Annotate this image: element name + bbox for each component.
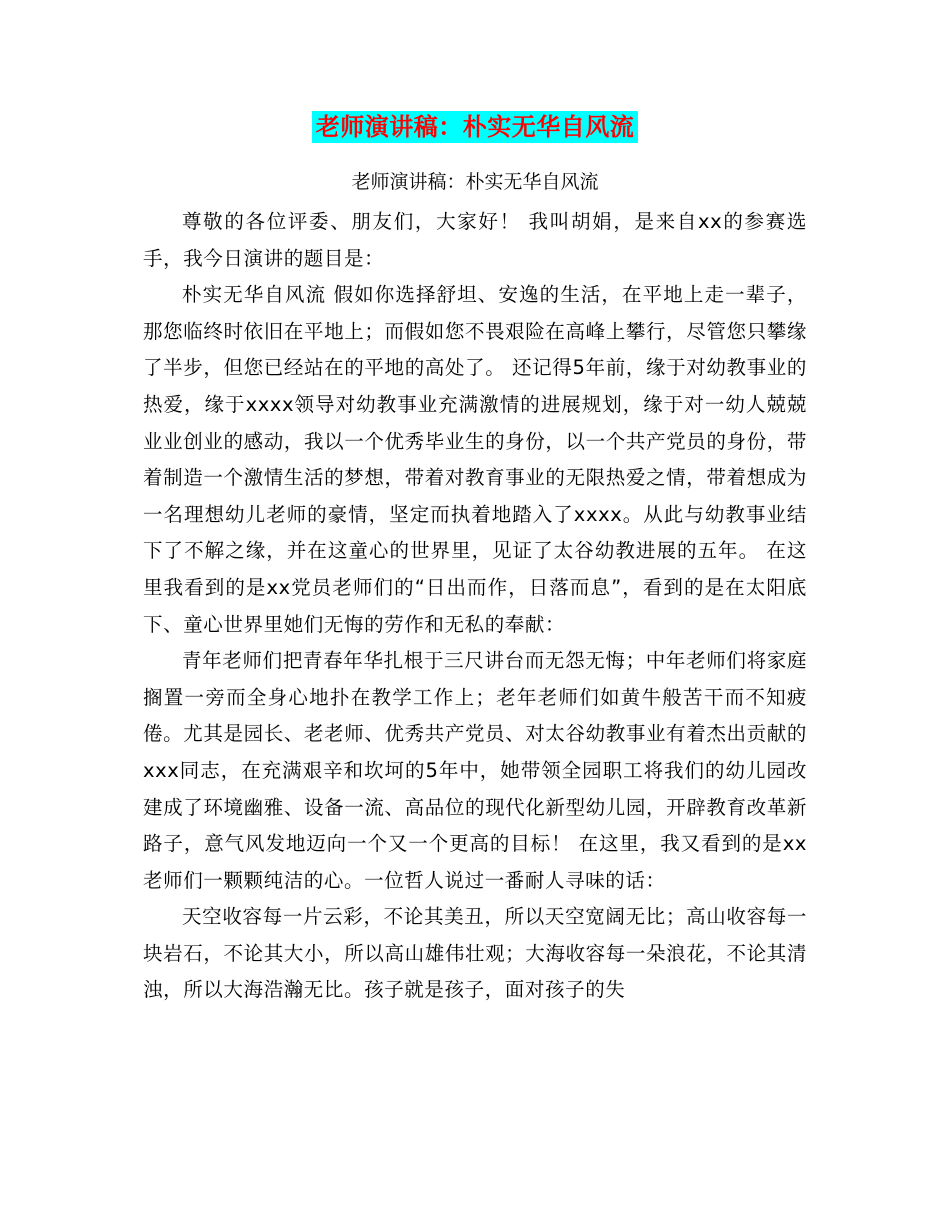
paragraph-sky: 天空收容每一片云彩，不论其美丑，所以天空宽阔无比；高山收容每一块岩石，不论其大小，所以高山雄伟壮观；大海收容每一朵浪花，不论其清浊，所以大海浩瀚无比。孩子就是孩子，面对孩子的失 bbox=[143, 905, 807, 1002]
title-container bbox=[0, 111, 950, 143]
paragraph-intro: 朴实无华自风流 假如你选择舒坦、安逸的生活，在平地上走一辈子，那您临终时依旧在平地上；而假如您不畏艰险在高峰上攀行，尽管您只攀缘了半步，但您已经站在的平地的高处了。 还记得5年前，缘于对幼教事业的热爱，缘于xxxx领导对幼教事业充满激情的进展规划，缘于对一幼人兢兢业业创业的感动，我以一个优秀毕业生的身份，以一个共产党员的身份，带着制造一个激情生活的梦想，带着对教育事业的无限热爱之情，带着想成为一名理想幼儿老师的豪情，坚定而执着地踏入了xxxx。从此与幼教事业结下了不解之缘，并在这童心的世界里，见证了太谷幼教进展的五年。 在这里我看到的是xx党员老师们的“日出而作，日落而息”，看到的是在太阳底下、童心世界里她们无悔的劳作和无私的奉献： bbox=[143, 283, 807, 636]
paragraph-greeting: 尊敬的各位评委、朋友们，大家好！ 我叫胡娟，是来自xx的参赛选手，我今日演讲的题目是： bbox=[143, 210, 807, 270]
document-body bbox=[143, 204, 807, 1009]
document-title: 老师演讲稿：朴实无华自风流 bbox=[312, 111, 639, 143]
paragraph-teachers: 青年老师们把青春年华扎根于三尺讲台而无怨无悔；中年老师们将家庭搁置一旁而全身心地扑在教学工作上；老年老师们如黄牛般苦干而不知疲倦。尤其是园长、老老师、优秀共产党员、对太谷幼教事业有着杰出贡献的xxx同志，在充满艰辛和坎坷的5年中，她带领全园职工将我们的幼儿园改建成了环境幽雅、设备一流、高品位的现代化新型幼儿园，开辟教育改革新路子，意气风发地迈向一个又一个更高的目标！ 在这里，我又看到的是xx老师们一颗颗纯洁的心。一位哲人说过一番耐人寻味的话： bbox=[143, 649, 807, 892]
document-subtitle: 老师演讲稿：朴实无华自风流 bbox=[351, 171, 599, 193]
